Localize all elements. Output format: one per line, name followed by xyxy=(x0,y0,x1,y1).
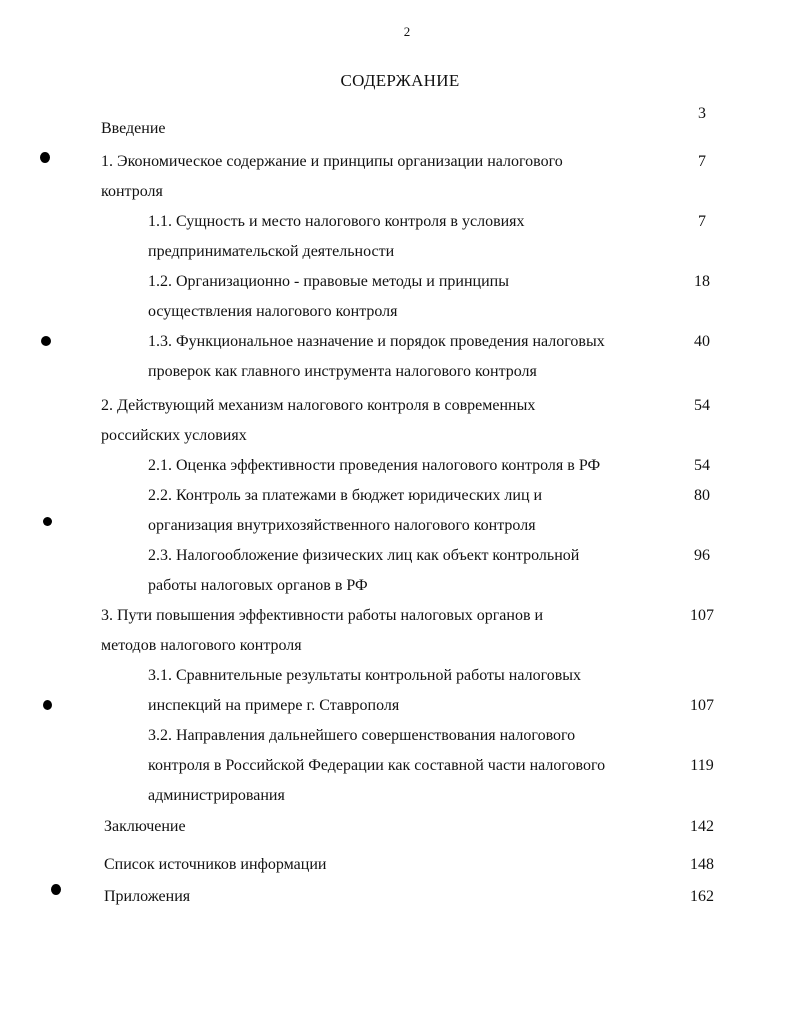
toc-s3-2-page: 119 xyxy=(690,757,714,774)
toc-s1-3-line2: проверок как главного инструмента налогового контроля xyxy=(148,363,537,380)
toc-s3-1-line2: инспекций на примере г. Ставрополя xyxy=(148,697,400,714)
toc-s3-2-line2: контроля в Российской Федерации как составной части налогового xyxy=(148,757,606,774)
toc-s1-2-line1: 1.2. Организационно - правовые методы и принципы xyxy=(148,273,509,290)
toc-s3-1-page: 107 xyxy=(690,697,714,714)
punch-hole-mark xyxy=(40,152,50,163)
toc-s2-3-line1: 2.3. Налогообложение физических лиц как объект контрольной xyxy=(148,547,580,564)
toc-ch3-line1: 3. Пути повышения эффективности работы налоговых органов и xyxy=(101,607,544,624)
toc-s1-1-line1: 1.1. Сущность и место налогового контроля в условиях xyxy=(148,213,525,230)
toc-sources-text: Список источников информации xyxy=(104,856,327,873)
toc-ch3-page: 107 xyxy=(690,607,714,624)
toc-s2-2-page: 80 xyxy=(694,487,710,504)
punch-hole-mark xyxy=(43,517,52,526)
toc-ch1-line2: контроля xyxy=(101,183,163,200)
page-title: СОДЕРЖАНИЕ xyxy=(340,71,460,90)
toc-ch2-line2: российских условиях xyxy=(101,427,247,444)
toc-sources-page: 148 xyxy=(690,856,714,873)
toc-s1-2-line2: осуществления налогового контроля xyxy=(148,303,398,320)
toc-ch3-line2: методов налогового контроля xyxy=(101,637,302,654)
toc-ch1-page: 7 xyxy=(698,153,706,170)
toc-ch1-line1: 1. Экономическое содержание и принципы организации налогового xyxy=(101,153,563,170)
toc-ch2-page: 54 xyxy=(694,397,710,414)
toc-intro-text: Введение xyxy=(101,120,166,137)
toc-s2-1-line1: 2.1. Оценка эффективности проведения налогового контроля в РФ xyxy=(148,457,601,474)
toc-s1-1-page: 7 xyxy=(698,213,706,230)
page-number: 2 xyxy=(403,24,411,39)
toc-ch2-line1: 2. Действующий механизм налогового контроля в современных xyxy=(101,397,536,414)
toc-s2-3-line2: работы налоговых органов в РФ xyxy=(148,577,368,594)
toc-s2-2-line2: организация внутрихозяйственного налогового контроля xyxy=(148,517,536,534)
toc-s2-3-page: 96 xyxy=(694,547,710,564)
punch-hole-mark xyxy=(41,336,51,346)
toc-appendix-page: 162 xyxy=(690,888,714,905)
toc-conclusion-text: Заключение xyxy=(104,818,186,835)
punch-hole-mark xyxy=(51,884,61,895)
toc-s1-1-line2: предпринимательской деятельности xyxy=(148,243,395,260)
toc-intro-page: 3 xyxy=(698,105,706,122)
toc-appendix-text: Приложения xyxy=(104,888,191,905)
punch-hole-mark xyxy=(43,700,52,710)
toc-conclusion-page: 142 xyxy=(690,818,714,835)
toc-s1-3-line1: 1.3. Функциональное назначение и порядок проведения налоговых xyxy=(148,333,605,350)
toc-s3-2-line3: администрирования xyxy=(148,787,285,804)
toc-s3-2-line1: 3.2. Направления дальнейшего совершенствования налогового xyxy=(148,727,576,744)
toc-s1-2-page: 18 xyxy=(694,273,710,290)
toc-s3-1-line1: 3.1. Сравнительные результаты контрольной работы налоговых xyxy=(148,667,582,684)
toc-s1-3-page: 40 xyxy=(694,333,710,350)
toc-s2-1-page: 54 xyxy=(694,457,710,474)
toc-s2-2-line1: 2.2. Контроль за платежами в бюджет юридических лиц и xyxy=(148,487,543,504)
